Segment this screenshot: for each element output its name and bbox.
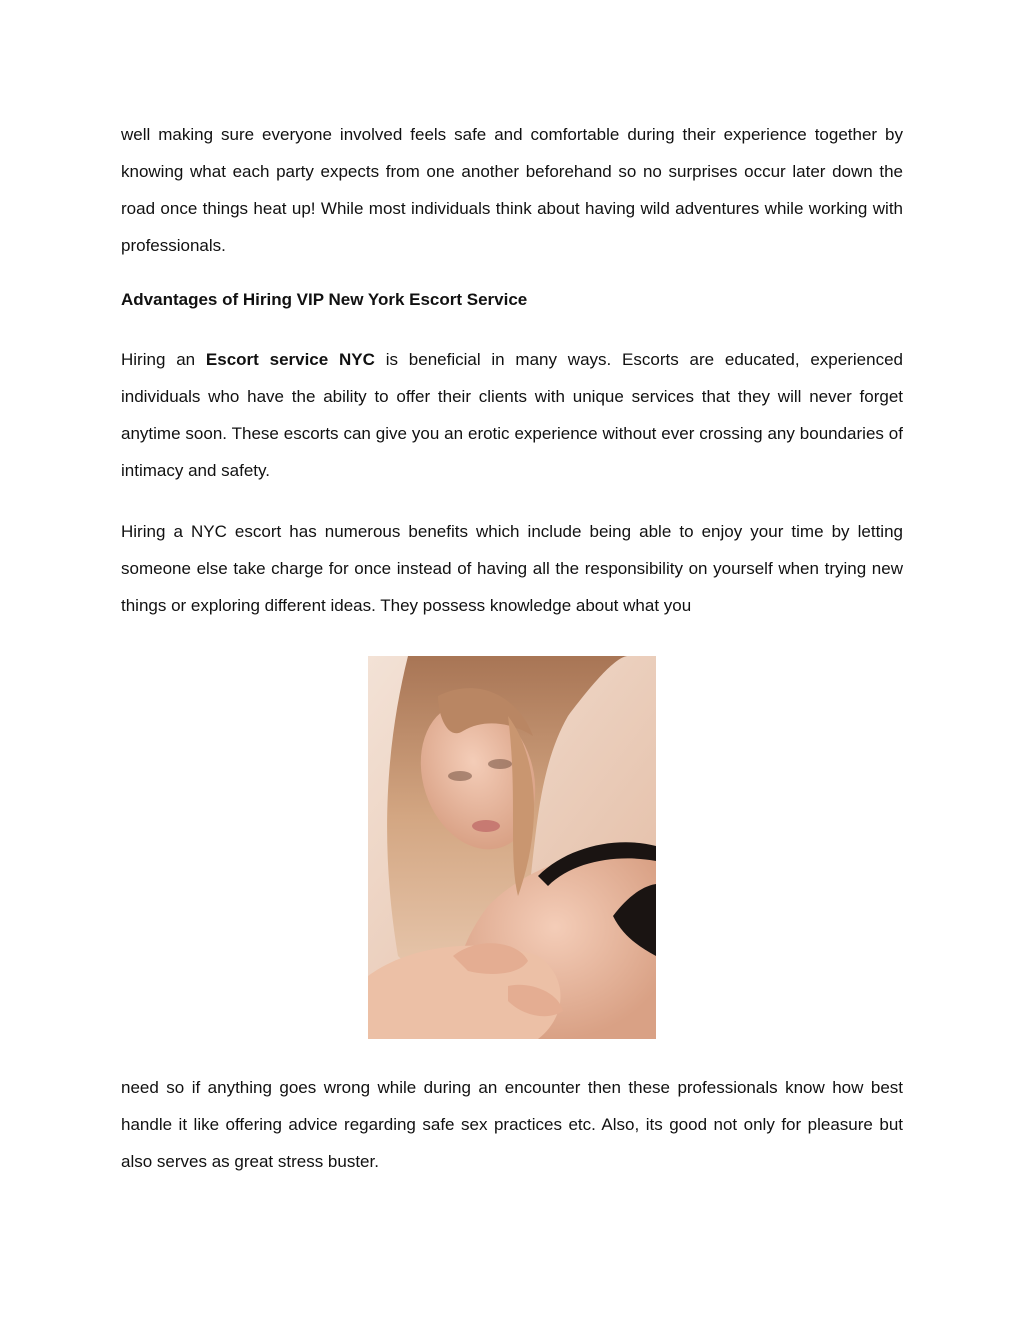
document-page: [121, 116, 903, 624]
hiring-prefix: Hiring an: [121, 350, 196, 369]
benefits-paragraph: Hiring a NYC escort has numerous benefits which include being able to enjoy your time by letting someone else take charge for once instead of having all the responsibility on yourself when trying new things or exploring different ideas. They possess knowledge about what you: [121, 522, 903, 615]
intro-paragraph: well making sure everyone involved feels safe and comfortable during their experience together by knowing what each party expects from one another beforehand so no surprises occur later down the road once things heat up! While most individuals think about having wild adventures while working with professionals.: [121, 125, 903, 255]
hiring-paragraph: [121, 341, 903, 489]
hiring-rest: is beneficial in many ways. Escorts are educated, experienced individuals who have the ability to offer their clients with unique services that they will never forget anytime soon. These escorts can give you an erotic experience without ever crossing any boundaries of intimacy and safety.: [121, 350, 903, 480]
closing-section: [121, 1069, 903, 1180]
portrait-photo: [368, 656, 656, 1039]
closing-paragraph: need so if anything goes wrong while during an encounter then these professionals know how best handle it like offering advice regarding safe sex practices etc. Also, its good not only for pleasure but also serves as great stress buster.: [121, 1078, 903, 1171]
woman-portrait-photo-icon: [368, 656, 656, 1039]
paragraph-gap: [121, 489, 903, 513]
section-heading: Advantages of Hiring VIP New York Escort Service: [121, 290, 528, 309]
escort-service-link-text: Escort service NYC: [205, 350, 375, 369]
